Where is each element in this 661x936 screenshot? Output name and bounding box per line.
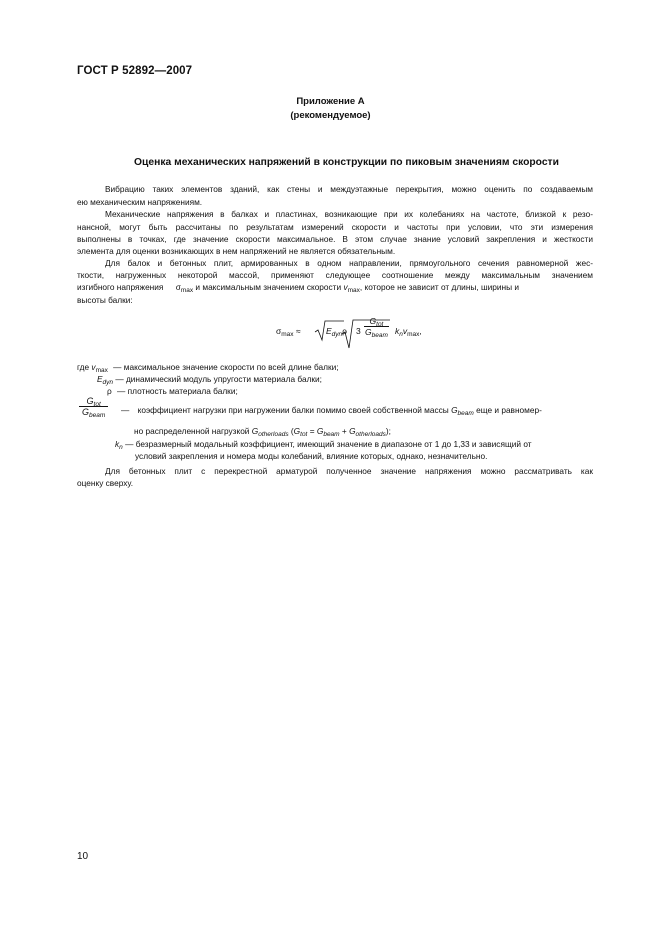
where-rho: ρ — плотность материала балки;	[107, 386, 238, 396]
formula-three: 3	[356, 326, 361, 336]
where-k-line1: $k_n$ — безразмерный модальный коэффициент, имеющий значение в диапазоне от 1 до 1,33 и зависящий от	[115, 439, 532, 451]
para3-line3	[77, 282, 593, 292]
where-v: где $v_{max}$ — максимальное значение скорости по всей длине балки;	[77, 362, 339, 374]
appendix-status: (рекомендуемое)	[290, 110, 371, 121]
para3-text-a: изгибного напряжения	[77, 282, 164, 292]
para1-line2: ею механическим напряжениям.	[77, 197, 203, 207]
para2-line2: нансной, могут быть рассчитаны по результатам измерений скорости и частоты при условии, что эти измерения	[77, 222, 593, 232]
para3-line1: Для балок и бетонных плит, армированных в одном направлении, прямоугольного сечения равномерной жес-	[105, 258, 593, 268]
formula-E-rho: $E_{dyn}\rho$	[326, 326, 347, 338]
para4-line1: Для бетонных плит с перекрестной арматурой полученное значение напряжения можно рассматривать как	[105, 466, 593, 476]
where-G-line2: но распределенной нагрузкой $G_{otherloads}$ $(G_{tot} = G_{beam} + G_{otherloads})$;	[134, 426, 391, 438]
where-k-line2: условий закрепления и номера моды колебаний, влияние которых, однако, незначительно.	[135, 451, 488, 461]
formula-fraction: $G_{tot}$ $G_{beam}$	[365, 316, 388, 339]
page-number: 10	[77, 851, 89, 862]
formula-lhs: $\sigma_{max}$ ≈	[276, 326, 301, 338]
sigma-max-inline: $\sigma_{max}$	[175, 282, 194, 294]
para1-line1: Вибрацию таких элементов зданий, как стены и междуэтажные перекрытия, можно оценить по создаваемым	[105, 184, 593, 194]
appendix-label: Приложение А	[296, 96, 365, 107]
para3-line2: ткости, нагруженных некоторой массой, применяют следующее соотношение между максимальным значением	[77, 270, 593, 280]
para4-line2: оценку сверху.	[77, 478, 134, 488]
v-max-inline: $v_{max}$	[343, 282, 360, 294]
para3-text-c: , которое не зависит от длины, ширины и	[359, 282, 519, 292]
section-title: Оценка механических напряжений в конструкции по пиковым значениям скорости	[134, 157, 559, 168]
where-G-line1: — коэффициент нагрузки при нагружении балки помимо своей собственной массы $G_{beam}$ еще и равномер-	[121, 405, 542, 417]
para3-line4: высоты балки:	[77, 295, 133, 305]
para2-line4: элемента для оценки возникающих в нем напряжений не является обязательным.	[77, 246, 396, 256]
where-E: $E_{dyn}$ — динамический модуль упругости материала балки;	[97, 374, 322, 386]
standard-header: ГОСТ Р 52892—2007	[77, 65, 193, 77]
where-G-fraction: $\frac{G_{tot}}{G_{beam}}$	[79, 396, 108, 417]
para3-text-b: и максимальным значением скорости	[195, 282, 342, 292]
para2-line3: выполнены в точках, где значение скорости максимальное. В этом случае знание условий закрепления и жесткости	[77, 234, 593, 244]
formula-k-v: $k_nv_{max}$,	[395, 326, 422, 338]
para2-line1: Механические напряжения в балках и пластинах, возникающие при их колебаниях на частоте, близкой к резо-	[105, 209, 593, 219]
